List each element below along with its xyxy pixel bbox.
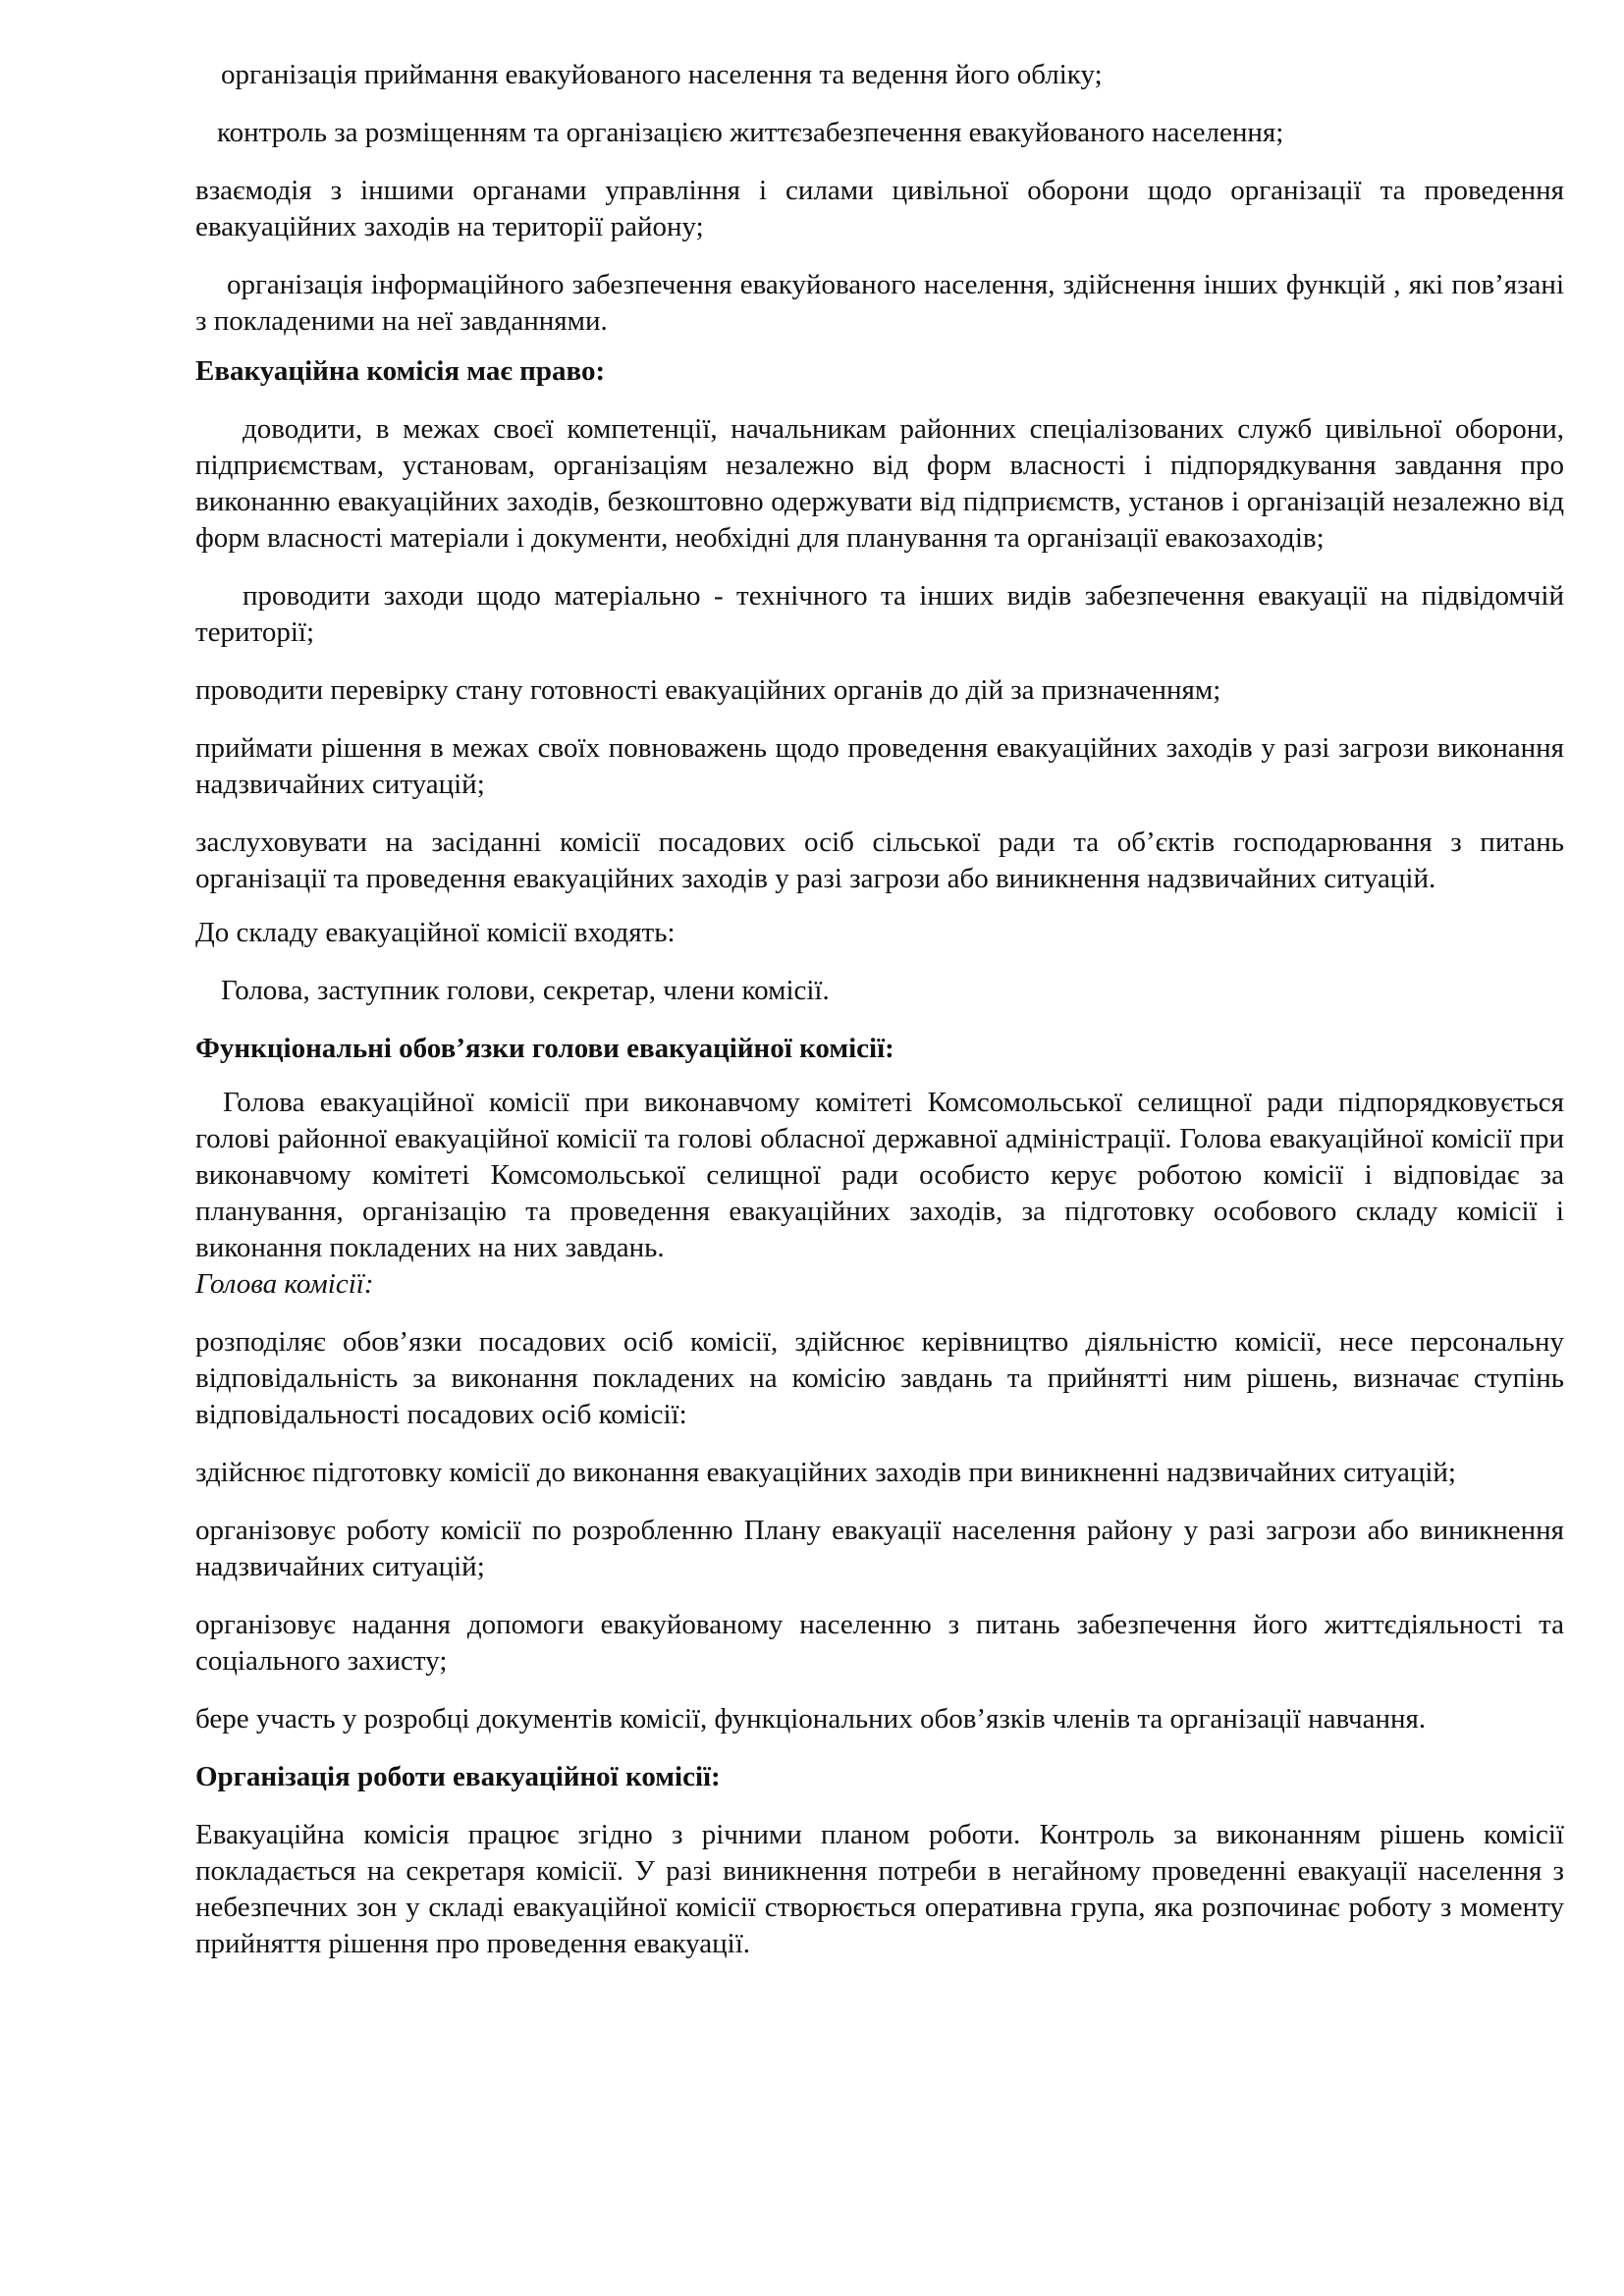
- paragraph-head-subordination: Голова евакуаційної комісії при виконавчому комітеті Комсомольської селищної ради підпорядковується голові районної евакуаційної комісії та голові обласної державної адміністрації. Голова евакуаційної комісії при виконавчому комітеті Комсомольської селищної ради особисто керує роботою комісії і відповідає за планування, організацію та проведення евакуаційних заходів, за підготовку особового складу комісії і виконання покладених на них завдань.: [195, 1087, 1564, 1263]
- paragraph-information: організація інформаційного забезпечення евакуйованого населення, здійснення інших функцій , які пов’язані з покладеними на неї завданнями.: [195, 269, 1564, 337]
- heading-commission-rights: Евакуаційна комісія має право:: [195, 355, 606, 387]
- paragraph-organization-work: Евакуаційна комісія працює згідно з річними планом роботи. Контроль за виконанням рішень комісії покладається на секретаря комісії. У разі виникнення потреби в негайному проведенні евакуації населення з небезпечних зон у складі евакуаційної комісії створюється оперативна група, яка розпочинає роботу з моменту прийняття рішення про проведення евакуації.: [195, 1819, 1564, 1959]
- paragraph-head-plan: організовує роботу комісії по розробленню Плану евакуації населення району у разі загрози або виникнення надзвичайних ситуацій;: [195, 1515, 1564, 1582]
- paragraph-rights-check: проводити перевірку стану готовності евакуаційних органів до дій за призначенням;: [195, 674, 1221, 706]
- paragraph-head-preparation: здійснює підготовку комісії до виконання евакуаційних заходів при виникненні надзвичайних ситуацій;: [195, 1457, 1456, 1488]
- paragraph-reception: організація приймання евакуйованого населення та ведення його обліку;: [221, 59, 1103, 90]
- paragraph-head-documents: бере участь у розробці документів комісії, функціональних обов’язків членів та організації навчання.: [195, 1703, 1427, 1735]
- subheading-head: Голова комісії:: [195, 1268, 374, 1300]
- document-page: [195, 57, 1564, 1962]
- paragraph-rights-hearing: заслуховувати на засіданні комісії посадових осіб сільської ради та об’єктів господарювання з питань організації та проведення евакуаційних заходів у разі загрози або виникнення надзвичайних ситуацій.: [195, 827, 1564, 894]
- paragraph-composition: До складу евакуаційної комісії входять:: [195, 917, 676, 948]
- paragraph-rights-tasks: доводити, в межах своєї компетенції, начальникам районних спеціалізованих служб цивільної оборони, підприємствам, установам, організаціям незалежно від форм власності і підпорядкування завдання про виконанню евакуаційних заходів, безкоштовно одержувати від підприємств, установ і організацій незалежно від форм власності матеріали і документи, необхідні для планування та організації евакозаходів;: [195, 413, 1564, 554]
- paragraph-members: Голова, заступник голови, секретар, члени комісії.: [221, 975, 830, 1006]
- paragraph-head-responsibility: розподіляє обов’язки посадових осіб комісії, здійснює керівництво діяльністю комісії, несе персональну відповідальність за виконання покладених на комісію завдань та прийнятті ним рішень, визначає ступінь відповідальності посадових осіб комісії:: [195, 1326, 1564, 1430]
- heading-organization: Організація роботи евакуаційної комісії:: [195, 1761, 721, 1792]
- paragraph-head-assistance: організовує надання допомоги евакуйованому населенню з питань забезпечення його життєдіяльності та соціального захисту;: [195, 1609, 1564, 1677]
- paragraph-control: контроль за розміщенням та організацією життєзабезпечення евакуйованого населення;: [217, 117, 1284, 148]
- heading-head-duties: Функціональні обов’язки голови евакуаційної комісії:: [195, 1033, 894, 1064]
- paragraph-rights-decisions: приймати рішення в межах своїх повноважень щодо проведення евакуаційних заходів у разі загрози виконання надзвичайних ситуацій;: [195, 732, 1564, 800]
- paragraph-rights-support: проводити заходи щодо матеріально - технічного та інших видів забезпечення евакуації на підвідомчій території;: [195, 580, 1564, 648]
- paragraph-interaction: взаємодія з іншими органами управління і силами цивільної оборони щодо організації та проведення евакуаційних заходів на території району;: [195, 175, 1564, 242]
